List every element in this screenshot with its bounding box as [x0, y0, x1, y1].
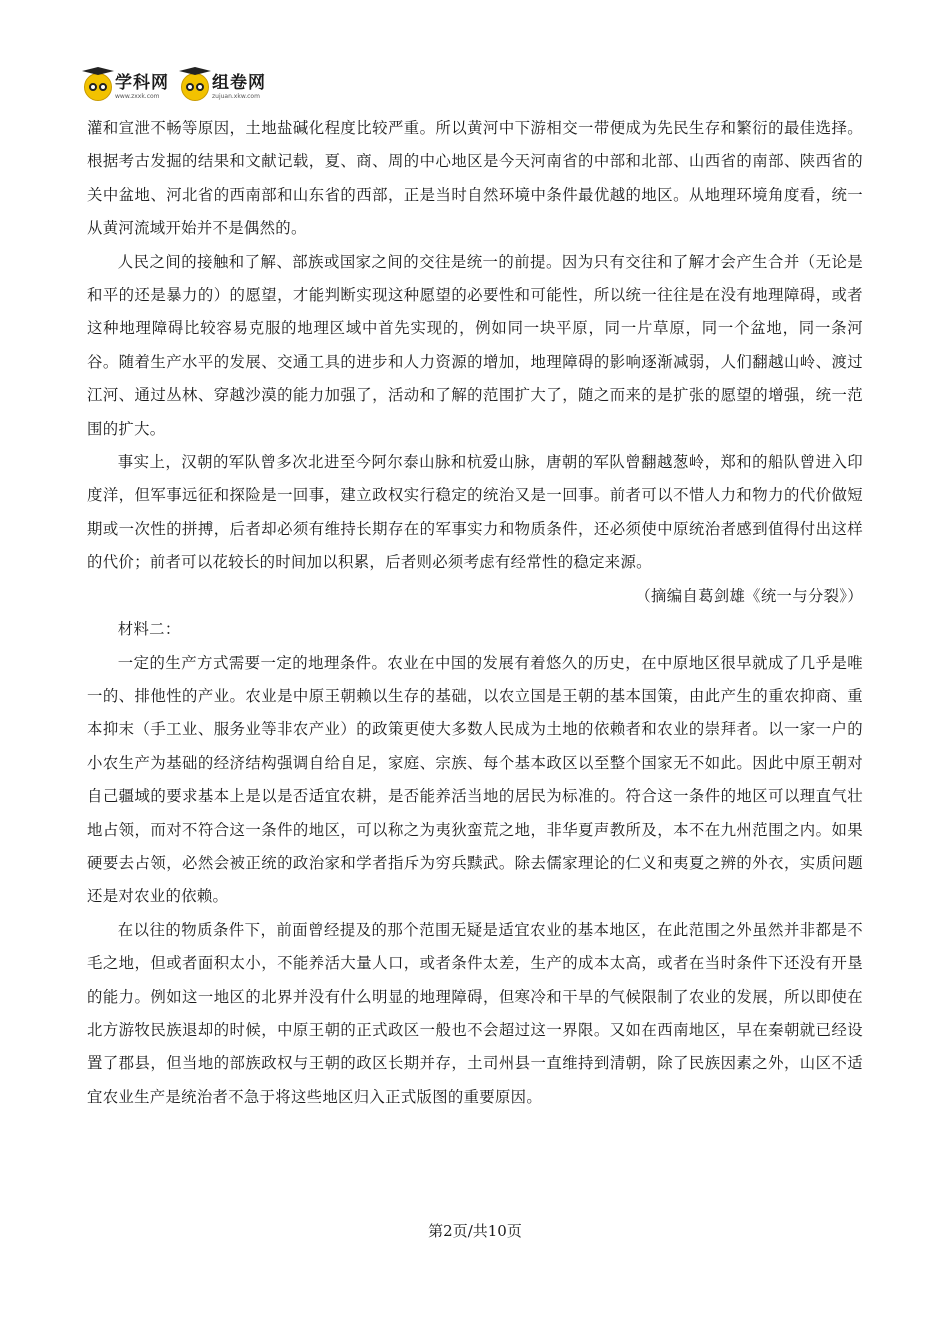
page-number: 第2页/共10页: [428, 1222, 522, 1240]
paragraph: 人民之间的接触和了解、部族或国家之间的交往是统一的前提。因为只有交往和了解才会产生合并（无论是和平的还是暴力的）的愿望，才能判断实现这种愿望的必要性和可能性，所以统一往往是在没有地理障碍，或者这种地理障碍比较容易克服的地理区域中首先实现的，例如同一块平原，同一片草原，同一个盆地，同一条河谷。随着生产水平的发展、交通工具的进步和人力资源的增加，地理障碍的影响逐渐减弱，人们翻越山岭、渡过江河、通过丛林、穿越沙漠的能力加强了，活动和了解的范围扩大了，随之而来的是扩张的愿望的增强，统一范围的扩大。: [87, 252, 863, 438]
paragraph: 事实上，汉朝的军队曾多次北进至今阿尔泰山脉和杭爱山脉，唐朝的军队曾翻越葱岭，郑和的船队曾进入印度洋，但军事远征和探险是一回事，建立政权实行稳定的统治又是一回事。前者可以不惜人力和物力的代价做短期或一次性的拼搏，后者却必须有维持长期存在的军事实力和物质条件，还必须使中原统治者感到值得付出这样的代价；前者可以花较长的时间加以积累，后者则必须考虑有经常性的稳定来源。: [87, 453, 863, 572]
owl-mascot-icon: [181, 73, 209, 101]
logo-name: 组卷网: [212, 72, 266, 93]
header: [84, 70, 278, 104]
source-citation: （摘编自葛剑雄《统一与分裂》）: [635, 586, 863, 605]
xuekewang-logo[interactable]: [84, 73, 169, 101]
paragraph: 在以往的物质条件下，前面曾经提及的那个范围无疑是适宜农业的基本地区，在此范围之外虽然并非都是不毛之地，但或者面积太小，不能养活大量人口，或者条件太差，生产的成本太高，或者在当时条件下还没有开垦的能力。例如这一地区的北界并没有什么明显的地理障碍，但寒冷和干旱的气候限制了农业的发展，所以即使在北方游牧民族退却的时候，中原王朝的正式政区一般也不会超过这一界限。又如在西南地区，早在秦朝就已经设置了郡县，但当地的部族政权与王朝的政区长期并存，土司州县一直维持到清朝，除了民族因素之外，山区不适宜农业生产是统治者不急于将这些地区归入正式版图的重要原因。: [87, 920, 863, 1106]
zujuanwang-logo[interactable]: [181, 73, 266, 101]
logo-url: zujuan.xkw.com: [212, 92, 260, 100]
owl-mascot-icon: [84, 73, 112, 101]
material-label: 材料二：: [117, 620, 181, 639]
logo-url: www.zxxk.com: [115, 92, 160, 100]
paragraph: 灌和宣泄不畅等原因，土地盐碱化程度比较严重。所以黄河中下游相交一带便成为先民生存和繁衍的最佳选择。根据考古发掘的结果和文献记载，夏、商、周的中心地区是今天河南省的中部和北部、山西省的南部、陕西省的关中盆地、河北省的西南部和山东省的西部，正是当时自然环境中条件最优越的地区。从地理环境角度看，统一从黄河流域开始并不是偶然的。: [87, 119, 863, 238]
document-body: [87, 112, 863, 1114]
paragraph: 一定的生产方式需要一定的地理条件。农业在中国的发展有着悠久的历史，在中原地区很早就成了几乎是唯一的、排他性的产业。农业是中原王朝赖以生存的基础，以农立国是王朝的基本国策，由此产生的重农抑商、重本抑末（手工业、服务业等非农产业）的政策更使大多数人民成为土地的依赖者和农业的崇拜者。以一家一户的小农生产为基础的经济结构强调自给自足，家庭、宗族、每个基本政区以至整个国家无不如此。因此中原王朝对自己疆域的要求基本上是以是否适宜农耕，是否能养活当地的居民为标准的。符合这一条件的地区可以理直气壮地占领，而对不符合这一条件的地区，可以称之为夷狄蛮荒之地，非华夏声教所及，本不在九州范围之内。如果硬要去占领，必然会被正统的政治家和学者指斥为穷兵黩武。除去儒家理论的仁义和夷夏之辨的外衣，实质问题还是对农业的依赖。: [87, 653, 863, 906]
logo-name: 学科网: [115, 72, 169, 93]
